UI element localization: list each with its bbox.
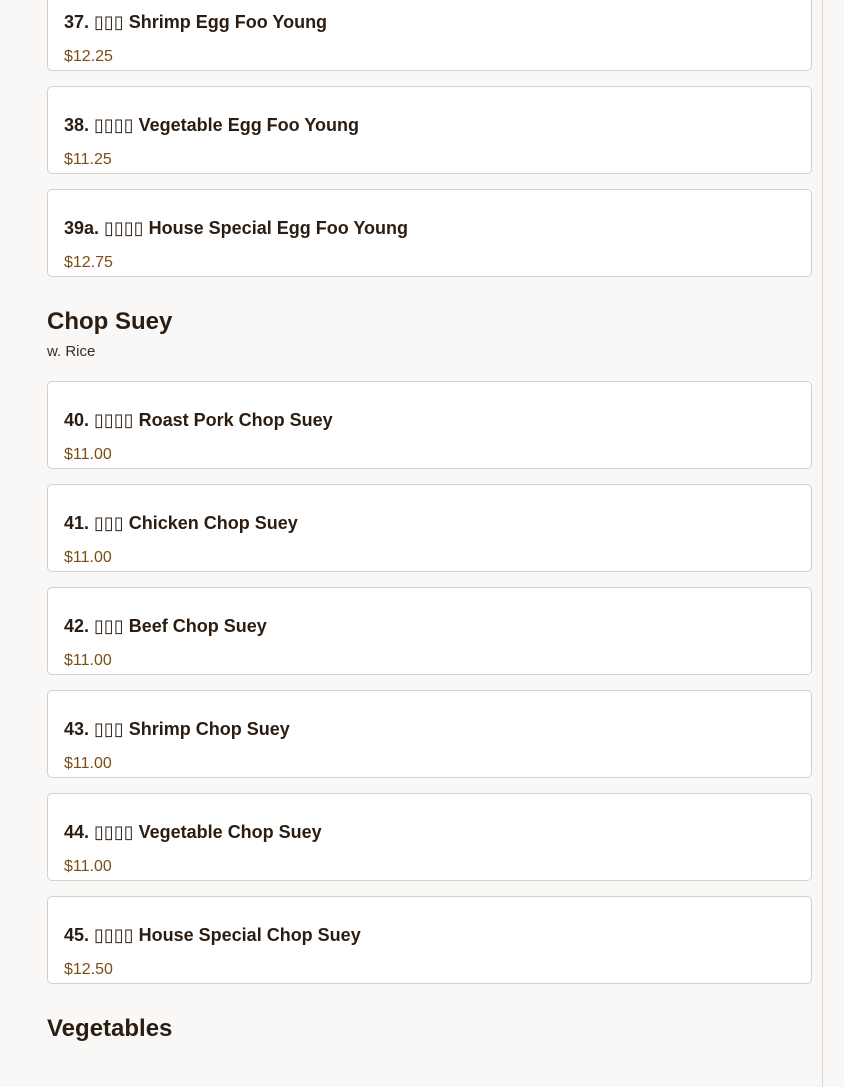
chop-suey-section (47, 307, 812, 984)
egg-foo-young-items (47, 0, 812, 277)
menu-item-name: 40. ▯▯▯▯ Roast Pork Chop Suey (64, 410, 333, 430)
section-title: Vegetables (47, 1015, 173, 1042)
menu-item-name: 42. ▯▯▯ Beef Chop Suey (64, 616, 267, 636)
menu-item-price: $11.00 (64, 446, 112, 463)
menu-item-price: $11.00 (64, 755, 112, 772)
menu-item-card[interactable] (47, 793, 812, 881)
section-title: Chop Suey (47, 308, 173, 335)
menu-item-card[interactable] (47, 690, 812, 778)
menu-item-card[interactable] (47, 189, 812, 277)
menu-item-name: 41. ▯▯▯ Chicken Chop Suey (64, 513, 298, 533)
menu-item-price: $12.25 (64, 48, 113, 65)
menu-item-name: 37. ▯▯▯ Shrimp Egg Foo Young (64, 12, 328, 32)
menu-item-name: 45. ▯▯▯▯ House Special Chop Suey (64, 925, 361, 945)
menu-item-name: 43. ▯▯▯ Shrimp Chop Suey (64, 719, 290, 739)
menu-item-card[interactable] (47, 484, 812, 572)
menu-item-price: $11.25 (64, 151, 112, 168)
menu-item-price: $12.75 (64, 254, 113, 271)
menu-item-price: $11.00 (64, 858, 112, 875)
section-note: w. Rice (47, 343, 96, 360)
vegetables-section (47, 1014, 812, 1044)
menu-item-name: 44. ▯▯▯▯ Vegetable Chop Suey (64, 822, 322, 842)
menu-item-card[interactable] (47, 86, 812, 174)
menu-item-name: 38. ▯▯▯▯ Vegetable Egg Foo Young (64, 115, 359, 135)
menu-item-price: $12.50 (64, 961, 113, 978)
menu-item-card[interactable] (47, 587, 812, 675)
menu-content (47, 0, 812, 1044)
menu-item-price: $11.00 (64, 549, 112, 566)
menu-item-name: 39a. ▯▯▯▯ House Special Egg Foo Young (64, 218, 409, 238)
menu-item-card[interactable] (47, 381, 812, 469)
menu-item-card[interactable] (47, 0, 812, 71)
menu-item-card[interactable] (47, 896, 812, 984)
menu-item-price: $11.00 (64, 652, 112, 669)
